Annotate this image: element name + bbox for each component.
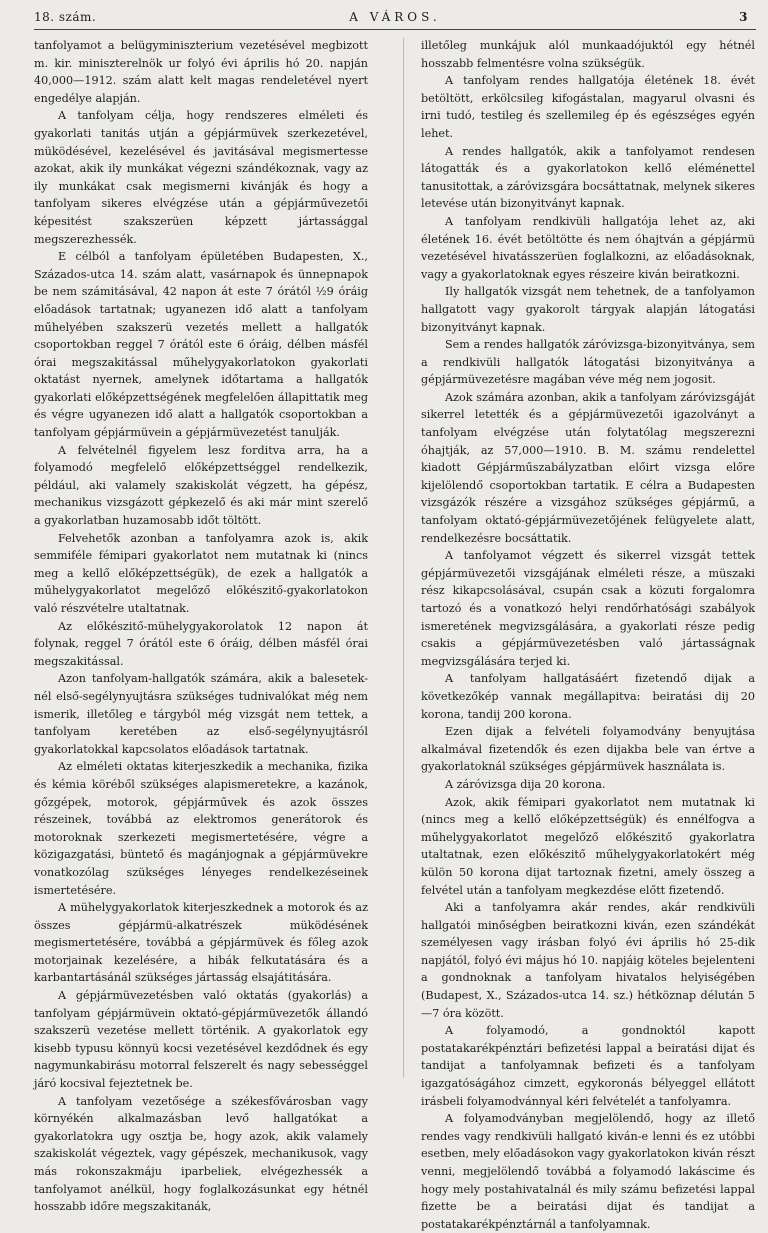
paragraph: A tanfolyam célja, hogy rendszeres elméleti és gyakorlati tanitás utján a gépjármüvek szerkezetével, müködésével, kezelésével és javitásával megismertesse azokat, akik ily munkákat végezni szándékoznak, vagy az ily munkákat csak megismerni kivánják és hogy a tanfolyam sikeres elvégzése után a gépjárművezetői képesitést szakszerüen képzett jártassággal megszerezhessék. <box>34 109 368 246</box>
paragraph: A folyamodványban megjelölendő, hogy az illető rendes vagy rendkivüli hallgató kiván-e lenni és ez utóbbi esetben, mely előadásokon vagy gyakorlatokon kiván részt venni, megjelölendő továbbá a folyamodó lakáscime és hogy mely postahivatalnál és mily számu befizetési lappal fizette be a beiratási dijat és tandijat a postatakarékpénztárnál a tanfolyamnak. <box>421 1112 755 1231</box>
paragraph: E célból a tanfolyam épületében Budapesten, X., Százados-utca 14. szám alatt, vasárnapok és ünnepnapok be nem számitásával, 42 napon át este 7 órától ½9 óráig előadások tartatnak; ugyanezen idő alatt a tanfolyam műhelyében szakszerü vezetés mellett a hallgatók csoportokban reggel 7 órától este 6 óráig, délben másfél órai megszakitással műhelygyakorlatokon gyakorlati oktatást nyernek, amelynek időtartama a hallgatók gyakorlati előképzettségének megfelelően állapittatik meg és végre ugyanezen idő alatt a hallgatók csoportokban a tanfolyam gépjármüvein a gépjármüvezetést tanulják. <box>34 250 368 440</box>
paragraph: Felvehetők azonban a tanfolyamra azok is, akik semmiféle fémipari gyakorlatot nem mutatnak ki (nincs meg a kellő előképzettségük), de ezek a hallgatók a műhelygyakorlatot megelőző előkészitő-gyakorlatokon való részvételre utaltatnak. <box>34 531 368 615</box>
paragraph: Azok számára azonban, akik a tanfolyam záróvizsgáját sikerrel letették és a gépjármüvezetői igazolványt a tanfolyam elvégzése után folytatólag megszerezni óhajtják, az 57,000—1910. B. M. számu rendelettel kiadott Gépjárműszabályzatban előirt vizsga előre kijelölendő csoportokban tartatik. E célra a Budapesten vizsgázók részére a vizsgához szükséges gépjármű, a tanfolyam oktató-gépjármüvezetőjének felügyelete alatt, rendelkezésre bocsáttatik. <box>421 390 755 545</box>
paragraph: A tanfolyam rendkivüli hallgatója lehet az, aki életének 16. évét betöltötte és nem óhajtván a gépjármü vezetésével hivatásszerüen foglalkozni, az előadásoknak, vagy a gyakorlatoknak egyes részeire kiván beiratkozni. <box>421 214 755 281</box>
paragraph: Azon tanfolyam-hallgatók számára, akik a balesetek-nél első-segélynyujtásra szükséges tudnivalókat még nem ismerik, illetőleg e tárgyból még vizsgát nem tettek, a tanfolyam keretében az első-segélynyujtásról gyakorlatokkal kapcsolatos előadások tartatnak. <box>34 672 368 756</box>
paragraph: A felvételnél figyelem lesz forditva arra, ha a folyamodó megfelelő előképzettséggel rendelkezik, például, aki valamely szakiskolát végzett, ha gépész, mechanikus vizsgázott gépkezelő és aki már mint szerelő a gyakorlatban huzamosabb időt töltött. <box>34 443 368 528</box>
paragraph: Az elméleti oktatas kiterjeszkedik a mechanika, fizika és kémia köréből szükséges alapismeretekre, a kazánok, gőzgépek, motorok, gépjárművek és azok összes részeinek, továbbá az elektromos generátorok és motoroknak szerkezeti megismertetésére, végre a közigazgatási, büntető és magánjognak a gépjármüvekre vonatkozólag szükséges lényeges rendelkezéseinek ismertetésére. <box>34 760 368 897</box>
paragraph: Ily hallgatók vizsgát nem tehetnek, de a tanfolyamon hallgatott vagy gyakorolt tárgyak alapján látogatási bizonyitványt kapnak. <box>421 285 755 334</box>
column-divider <box>403 38 404 1078</box>
paragraph: A rendes hallgatók, akik a tanfolyamot rendesen látogatták és a gyakorlatokon kellő eléménettel tanusitottak, a záróvizsgára bocsáttatnak, melynek sikeres letevése után bizonyitványt kapnak. <box>421 144 755 211</box>
paragraph: A tanfolyam hallgatásáért fizetendő dijak a következőkép vannak megállapitva: beiratási dij 20 korona, tandij 200 korona. <box>421 672 755 721</box>
paragraph: A folyamodó, a gondnoktól kapott postatakarékpénztári befizetési lappal a beiratási dijat és tandijat a tanfolyamnak befizeti és a tanfolyam igazgatóságához cimzett, egykoronás bélyeggel ellátott irásbeli folyamodvánnyal kéri felvételét a tanfolyamra. <box>421 1024 755 1108</box>
paragraph: A gépjármüvezetésben való oktatás (gyakorlás) a tanfolyam gépjármüvein oktató-gépjármüvezetők állandó szakszerü vezetése mellett történik. A gyakorlatok egy kisebb typusu könnyü kocsi vezetésével kezdődnek és egy nagymunkabirásu motorral felszerelt és nagy sebességgel járó kocsival fejeztetnek be. <box>34 989 368 1091</box>
page-header <box>34 8 756 28</box>
paragraph: A tanfolyamot végzett és sikerrel vizsgát tettek gépjármüvezetői vizsgájának elméleti része, a müszaki rész kikapcsolásával, csupán csak a közuti forgalomra tartozó és a vonatkozó helyi rendőrhatósági szabályok ismeretének megvizsgálására, a gyakorlati része pedig csakis a gépjármüvezetésben való jártasságnak megvizsgálására terjed ki. <box>421 549 755 668</box>
paragraph: A tanfolyam rendes hallgatója életének 18. évét betöltött, erkölcsileg kifogástalan, magyarul olvasni és irni tudó, testileg és szellemileg ép és egészséges egyén lehet. <box>421 74 755 140</box>
paragraph: tanfolyamot a belügyminiszterium vezetésével megbizott m. kir. miniszterelnök ur folyó évi április hó 20. napján 40,000—1912. szám alatt kelt magas rendeletével nyert engedélye alapján. <box>34 39 368 105</box>
publication-title: A VÁROS. <box>349 10 441 24</box>
paragraph: Aki a tanfolyamra akár rendes, akár rendkivüli hallgatói minőségben beiratkozni kiván, ezen szándékát személyesen vagy irásban folyó évi április hó 25-dik napjától, folyó évi május hó 10. napjáig köteles bejelenteni a gondnoknak a tanfolyam hivatalos helyiségében (Budapest, X., Százados-utca 14. sz.) hétköznap délután 5—7 óra között. <box>421 901 755 1020</box>
paragraph: A záróvizsga dija 20 korona. <box>445 777 606 791</box>
right-column <box>421 37 755 1233</box>
paragraph: A mühelygyakorlatok kiterjeszkednek a motorok és az összes gépjármü-alkatrészek müködésének megismertetésére, továbbá a gépjármüvek és főleg azok motorjainak kezelésére, a hibák felkutatására és a karbantartásánál szükséges jártasság elsajátitására. <box>34 901 368 985</box>
paragraph: Az előkészitő-mühelygyakorolatok 12 napon át folynak, reggel 7 órától este 6 óráig, délben másfél órai megszakitással. <box>34 619 368 668</box>
page-number: 3 <box>739 10 748 24</box>
paragraph: A tanfolyam vezetősége a székesfővárosban vagy környékén alkalmazásban levő hallgatókat a gyakorlatokra ugy osztja be, hogy azok, akik valamely szakiskolát végeztek, vagy gépészek, mechanikusok, vagy más rokonszakmáju iparbeliek, elvégezhessék a tanfolyamot anélkül, hogy foglalkozásunkat egy hétnél hosszabb időre megszakitanák, <box>34 1094 368 1214</box>
paragraph: Azok, akik fémipari gyakorlatot nem mutatnak ki (nincs meg a kellő előképzettségük) és ennélfogva a műhelygyakorlatot megelőző előkészitő gyakorlatra utaltatnak, ezen előkészitő műhelygyakorlatokért még külön 50 korona dijat tartoznak fizetni, amely összeg a felvétel után a tanfolyam megkezdése előtt fizetendő. <box>421 795 755 897</box>
paragraph: Sem a rendes hallgatók záróvizsga-bizonyitványa, sem a rendkivüli hallgatók látogatási bizonyitványa a gépjármüvezetésre magában véve még nem jogosit. <box>421 338 755 387</box>
header-rule <box>34 29 756 30</box>
issue-number: 18. szám. <box>34 10 97 24</box>
paragraph: illetőleg munkájuk alól munkaadójuktól egy hétnél hosszabb felmentésre volna szükségük. <box>421 39 755 70</box>
paragraph: Ezen dijak a felvételi folyamodvány benyujtása alkalmával fizetendők és ezen dijakba bele van értve a gyakorlatoknál szükséges gépjármüvek használata is. <box>421 725 755 774</box>
left-column <box>34 37 368 1216</box>
